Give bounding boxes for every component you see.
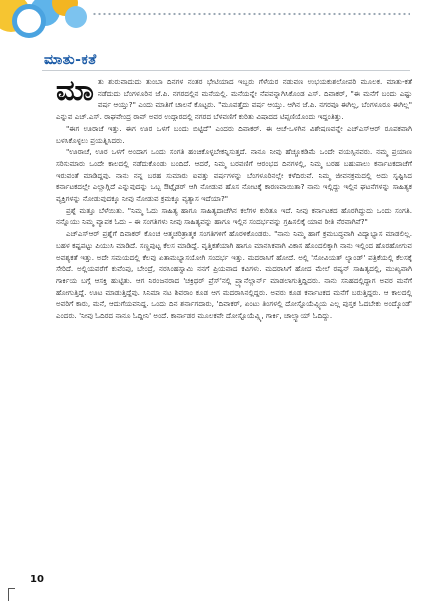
page-number: 10 bbox=[30, 574, 44, 585]
article-paragraph: ಎಚ್ಎಸ್ಆರ್ ಪ್ರಶ್ನೆಗೆ ದಿವಾಕರ್ ಕೊಂಚ ಆತ್ಮಚರಿತ್ರಾತ್ಮಕ ಸಂಗತಿಗಳಿಗೆ ಹೊರಳಿಕೊಂಡರು. "ನಾನು ನಿಮ್ಮ ಹಾಗೆ ಕ್ರಮಬದ್ಧವಾಗಿ ವಿದ್ಯಾಭ್ಯಾಸ ಮಾಡಲಿಲ್ಲ. ಬಹಳ ಕಷ್ಟಪಟ್ಟು ಪಿಯುಸಿ ಮಾಡಿದೆ. ಸಣ್ಣಪುಟ್ಟ ಕೆಲಸ ಮಾಡಿದ್ದೆ. ವೃತ್ತಿಕತೆಯಾಗಿ ಹಾಗೂ ಮಾನಸಿಕವಾಗಿ ವಿಕಾಸ ಹೊಂದಲಿಕ್ಕಾಗಿ ನಾನು ಇಲ್ಲಿಂದ ಹೊರಹೋಗುವ ಅವಶ್ಯಕತೆ ಇತ್ತು. ಅದೇ ಸಮಯದಲ್ಲಿ ಕೆಲವು ಏತಾಮಭ್ಯಾಸಯೋಗಿ ಸಂದರ್ಭ ಇತ್ತು. ಮದರಾಸಿಗೆ ಹೋದೆ. ಅಲ್ಲಿ 'ಸೋವಿಯತ್ ಲ್ಯಾಂಡ್' ಪತ್ರಿಕೆಯಲ್ಲಿ ಕೆಲಸಕ್ಕೆ ಸೇರಿದೆ. ಅಲ್ಲಿಯವರೆಗೆ ಕುವೆಂಪು, ಬೇಂದ್ರೆ, ನರಸಿಂಹಸ್ವಾಮಿ ನನಗೆ ಪ್ರಿಯವಾದ ಕವಿಗಳು. ಮದರಾಸಿಗೆ ಹೋದ ಮೇಲೆ ರಷ್ಯನ್ ಸಾಹಿತ್ಯದಲ್ಲಿ, ಮುಖ್ಯವಾಗಿ ಗಾರ್ಕಿಯ ಬಗ್ಗೆ ಆಸಕ್ತಿ ಹುಟ್ಟಿತು. ಆಗ ನಿರಂಜನರಾದ 'ಚಕ್ರಿಧರ್ ಪ್ರೆಸ್'ನಲ್ಲಿ ಪ್ರ್ಯಾನೆಲ್ಲಾರ್ನ್ ಮಾಡಲಾಗುತ್ತಿದ್ದಿದರು. ನಾನು ಸನಿಹದಲ್ಲಿದ್ದಾಗ ಅವರ ಮನೆಗೆ ಹೋಗುತ್ತಿದ್ದೆ. ಊಟ ಮಾಡುತ್ತಿದ್ದೆವು. ಸಿನಿಮಾ ನಟ ಶಿವರಾಂ ಕೂಡ ಆಗ ಮದರಾಸಿನಲ್ಲಿದ್ದರು. ಅವರು ಕೂಡ ಕರ್ನಾಟಕದ ಮನೆಗೆ ಬರುತ್ತಿದ್ದರು. ಆ ಕಾಲದಲ್ಲಿ ಅವರಿಗೆ ಕಾರು, ಮನೆ, ಆದುಗೆಯವನಿದ್ದ. ಒಂದು ದಿನ ಶರ್ನಾಗದಾರು, 'ದಿವಾಕರ್, ಏಂಟು ತಿಂಗಳಲ್ಲಿ ದೋಸ್ಟೊಯೆವ್ಸ್ಕಿಯ ಎಲ್ಲ ಪುಸ್ತಕ ಓದಬೇಕು ಅಂದ್ಕೊಂಡೆ' ಎಂದರು. 'ನೀವು ಓದಿರದ ನಾನೂ ಓದ್ದೀನಿ' ಅಂದೆ. ಕಾರ್ನಾಡರ ಮೂಲಕವೇ ದೋಸ್ಟೊಯೆವ್ಸ್ಕಿ, ಗಾರ್ಕಿ, ಚಾಲ್ಸ್ಟಾಯ್ ಓದಿದ್ದು. bbox=[56, 229, 412, 321]
article-body bbox=[56, 73, 412, 322]
article-paragraph: ಪ್ರಶ್ನೆ ಮತ್ತೂ ಬೆಳೆಯಿತು. "ನಿಮ್ಮ ಓದು ಸಾಹಿತ್ಯ ಹಾಗೂ ಸಾಹಿತ್ಯದಾಚೆಗಿನ ಕಲೆಗಳ ಕುರಿತೂ ಇದೆ. ನೀವು ಕರ್ನಾಟಕದ ಹೊರಗಿದ್ದುದು ಒಂದು ಸಂಗತಿ. ನನ್ನೊಯು ನಿಮ್ಮ ವ್ಯಾಪಕ ಓದು – ಈ ಸಂಗತಿಗಳು ನೀವು ಸಾಹಿತ್ಯವನ್ನು ಹಾಗೂ ಇಲ್ಲಿನ ಸಂದರ್ಭವನ್ನು ಗ್ರಹಿಸಲಿಕ್ಕೆ ಯಾವ ರೀತಿ ನೆರವಾಗಿವೆ?" bbox=[56, 205, 412, 227]
dotted-rule bbox=[92, 12, 410, 16]
article-paragraph: "ಊರಾಚೆ, ಊರ ಒಳಗೆ ಅಂದಾಗ ಒಂದು ಸಂಗತಿ ಹಂಚಿಕೊಳ್ಳಬೇಕನ್ನಿಸುತ್ತದೆ. ನಾನೂ ನೀವು ಹೆಚ್ಚೂಕಡಿಮೆ ಒಂದೇ ವಯಸ್ಸಿನವರು. ನಮ್ಮ ಪ್ರಯಾಣ ಸರಿಸುಮಾರು ಒಂದೇ ಕಾಲದಲ್ಲಿ ನಡೆದುಕೊಂಡು ಬಂದಿದೆ. ಆದರೆ, ನಿಮ್ಮ ಬರವಣಿಗೆ ಆರಂಭದ ದಿನಗಳಲ್ಲಿ, ನಿಮ್ಮ ಬರಹ ಬಹುಪಾಲು ಕರ್ನಾಟಕದಾಚೆಗೆ ಇರುವಂತೆ ಮಾಡಿದ್ದವು. ನಾನು ನನ್ನ ಬರಹ ಸುಮಾರು ಐವತ್ತು ವರ್ಷಗಳನ್ನು ಬೆಂಗಳೂರಿನಲ್ಲೇ ಕಳೆದಿರುವೆ. ನಿಮ್ಮ ಜೀವನಕ್ರಮದಲ್ಲಿ ಅದು ಸೃಷ್ಟಿಸಿದ ಕರ್ನಾಟಕದಲ್ಲೇ ಎಲ್ಲಾಗ್ಲಿದೆ ಎನ್ನುವುದನ್ನು ಒಬ್ಬ ಔಟ್ಸೈಡರ್ ಆಗಿ ನೋಡುವ ಹೊಸ ನೋಟಕ್ಕೆ ಕಾರಣವಾಯಿತಾ? ನಾನು ಇಲ್ಲಿದ್ದು ಇಲ್ಲಿನ ಘಟನೆಗಳನ್ನು ಸಾಹಿತ್ಯಕ ವ್ಯಕ್ತಿಗಳನ್ನು ನೋಡುವುದಕ್ಕೂ ನೀವು ನೋಡುವ ಕ್ರಮಕ್ಕೂ ವ್ಯತ್ಯಾಸ ಇದೆಯಾ?" bbox=[56, 147, 412, 204]
section-title: ಮಾತು-ಕತೆ bbox=[44, 52, 97, 68]
crop-mark bbox=[8, 588, 15, 601]
ring-circle-decoration bbox=[12, 4, 46, 38]
title-divider bbox=[42, 70, 410, 71]
blue-circle-decoration bbox=[65, 6, 87, 28]
drop-cap: ಮಾ bbox=[56, 73, 94, 107]
article-paragraph: ತು ಶುರುವಾದುದು ತುಂಬಾ ದಿನಗಳ ನಂತರ ಭೇಟಿಯಾದ ಇಬ್ಬರು ಗೆಳೆಯರ ನಡುವಣ ಉಭಯಕುಶಲೋಪರಿ ಮೂಲಕ. ಮಾತು-ಕತೆ ನಡೆದುದು ಬೆಂಗಳೂರಿನ ಜೆ.ಪಿ. ನಗರದಲ್ಲಿನ ಮನೆಯಲ್ಲಿ. ಮನೆಯನ್ನೇ ನೆಪವನ್ನಾಗಿಸಿಕೊಂಡ ಎಸ್. ದಿವಾಕರ್, "ಈ ಮನೆಗೆ ಬಂದು ಎಷ್ಟು ವರ್ಷ ಆಯ್ತು?" ಎಂದು ಮಾತಿಗೆ ಚಾಲನೆ ಕೊಟ್ಟರು. "ಮೂವತ್ತೈದು ವರ್ಷ ಆಯ್ತು. ಆಗಿನ ಜೆ.ಪಿ. ನಗರವೂ ಈಗಿಲ್ಲ, ಬೆಂಗಳೂರೂ ಈಗಿಲ್ಲ" ಎನ್ನುವ ಎಚ್.ಎಸ್. ರಾಘವೇಂದ್ರ ರಾವ್ ಅವರ ಉದ್ಗಾರದಲ್ಲಿ ನಗರದ ಬೆಳವಣಿಗೆ ಕುರಿತು ವಿಷಾದದ ಟಿಪ್ಪಣಿಯೊಂದು ಇದ್ದಂತಿತ್ತು. bbox=[56, 77, 412, 122]
article-paragraph: "ಈಗ ಊರಾಚೆ ಇತ್ತು. ಈಗ ಊರ ಒಳಗೆ ಬಂದು ಬಿಟ್ಟಿದೆ" ಎಂದರು ದಿವಾಕರ್. ಈ ಆಚೆ-ಒಳಗಿನ ವಿಶೇಷಣವನ್ನೇ ಎಚ್ಎಸ್ಆರ್ ರೂಪಕವಾಗಿ ಬಳಸಿಕೊಳ್ಳಲು ಪ್ರಯತ್ನಿಸಿದರು. bbox=[56, 123, 412, 145]
decorative-circles bbox=[0, 0, 90, 50]
